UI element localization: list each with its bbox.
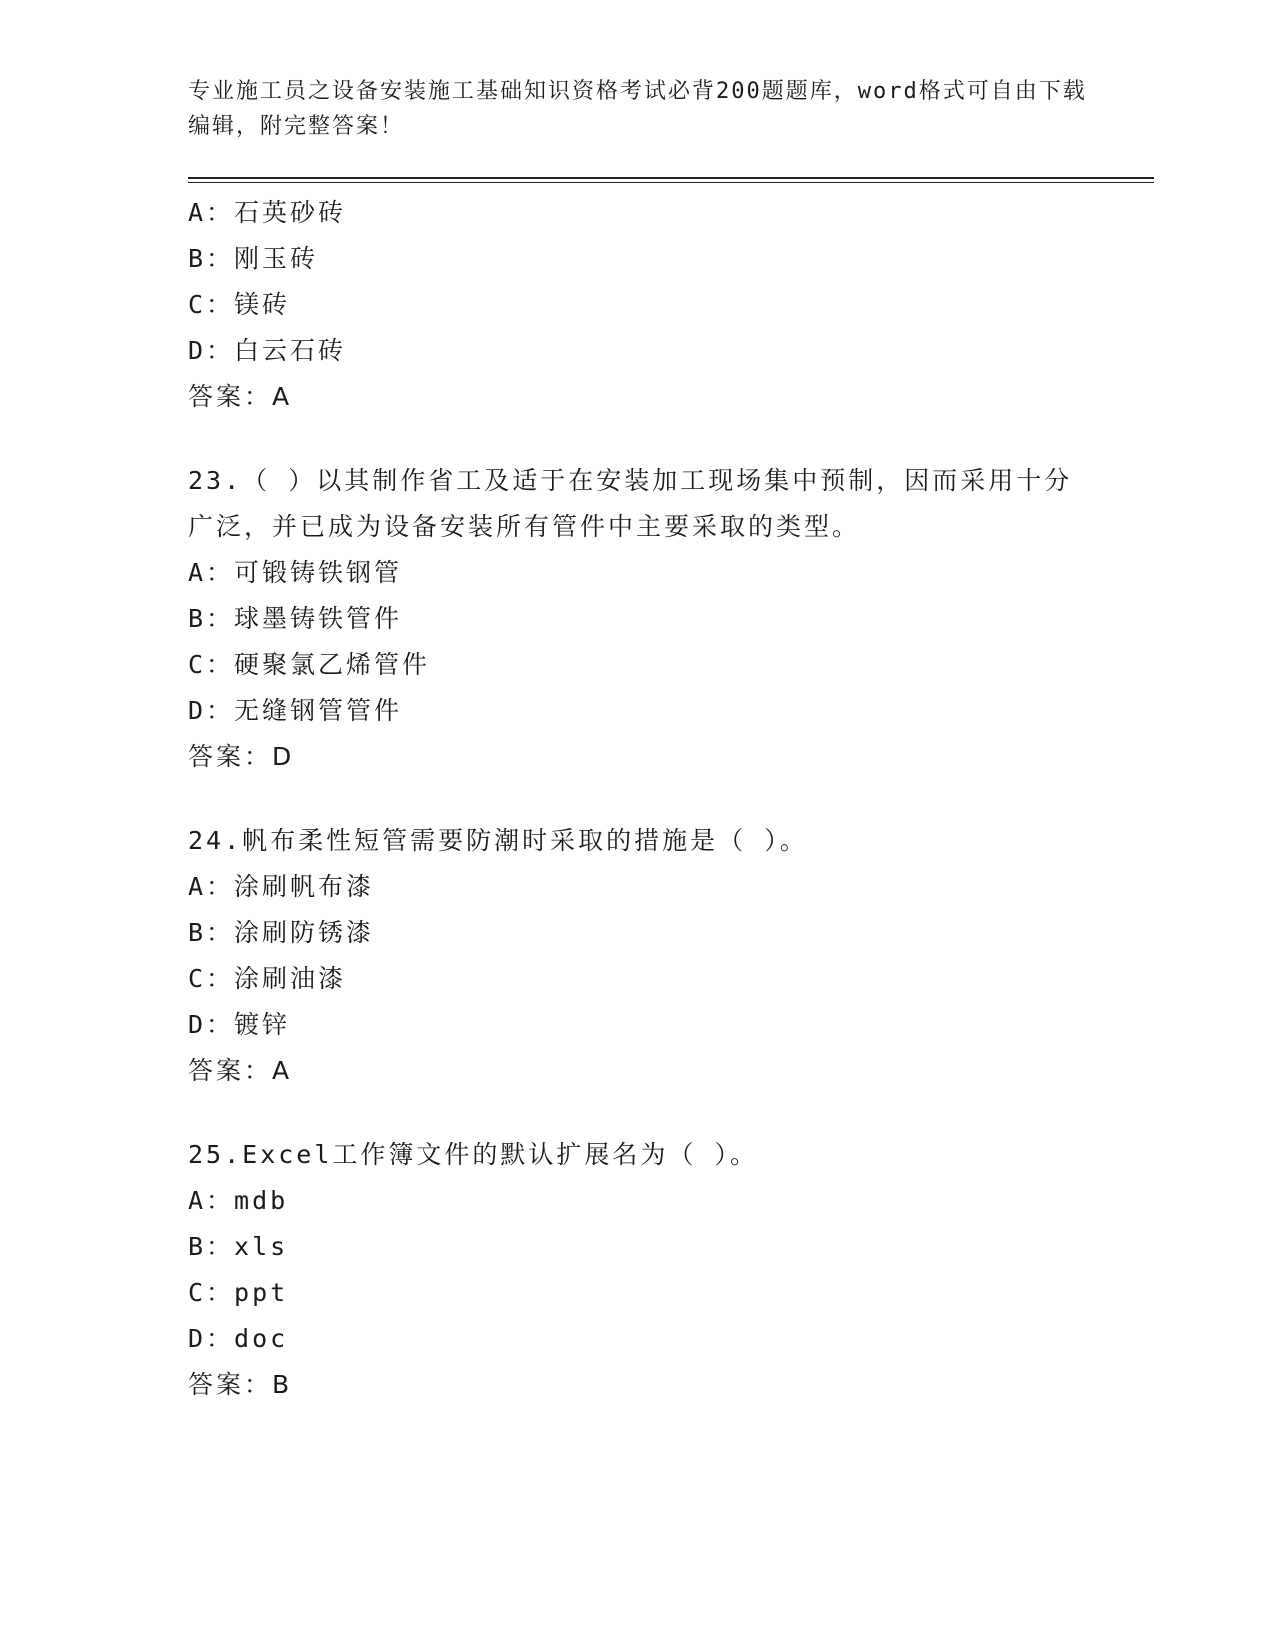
- option-d: D：镀锌: [188, 1010, 291, 1039]
- answer-line: 答案：A: [188, 1056, 293, 1085]
- answer-line: 答案：A: [188, 382, 293, 411]
- option-a: A：石英砂砖: [188, 198, 347, 227]
- answer-line: 答案：D: [188, 742, 295, 771]
- option-b: B：涂刷防锈漆: [188, 918, 375, 947]
- question-22-continued: [188, 190, 1088, 420]
- option-a: A：mdb: [188, 1186, 289, 1215]
- option-d: D：无缝钢管管件: [188, 696, 403, 725]
- option-c: C：ppt: [188, 1278, 289, 1307]
- header-divider-thick: [188, 177, 1154, 179]
- question-23: [188, 458, 1088, 780]
- option-b: B：刚玉砖: [188, 244, 319, 273]
- question-stem: 24.帆布柔性短管需要防潮时采取的措施是（ ）。: [188, 826, 808, 855]
- option-c: C：硬聚氯乙烯管件: [188, 650, 431, 679]
- question-stem: 25.Excel工作簿文件的默认扩展名为（ ）。: [188, 1140, 758, 1169]
- option-d: D：doc: [188, 1324, 289, 1353]
- question-25: [188, 1132, 1088, 1408]
- question-list: [188, 190, 1088, 1408]
- answer-line: 答案：B: [188, 1370, 293, 1399]
- page-header-title: 专业施工员之设备安装施工基础知识资格考试必背200题题库，word格式可自由下载编辑，附完整答案！: [188, 79, 1087, 139]
- question-24: [188, 818, 1088, 1094]
- header-divider-thin: [188, 182, 1154, 183]
- question-stem: 23.（ ）以其制作省工及适于在安装加工现场集中预制，因而采用十分广泛，并已成为设备安装所有管件中主要采取的类型。: [188, 466, 1073, 541]
- option-d: D：白云石砖: [188, 336, 347, 365]
- option-c: C：涂刷油漆: [188, 964, 347, 993]
- option-c: C：镁砖: [188, 290, 291, 319]
- option-b: B：球墨铸铁管件: [188, 604, 403, 633]
- option-b: B：xls: [188, 1232, 289, 1261]
- option-a: A：可锻铸铁钢管: [188, 558, 403, 587]
- option-a: A：涂刷帆布漆: [188, 872, 375, 901]
